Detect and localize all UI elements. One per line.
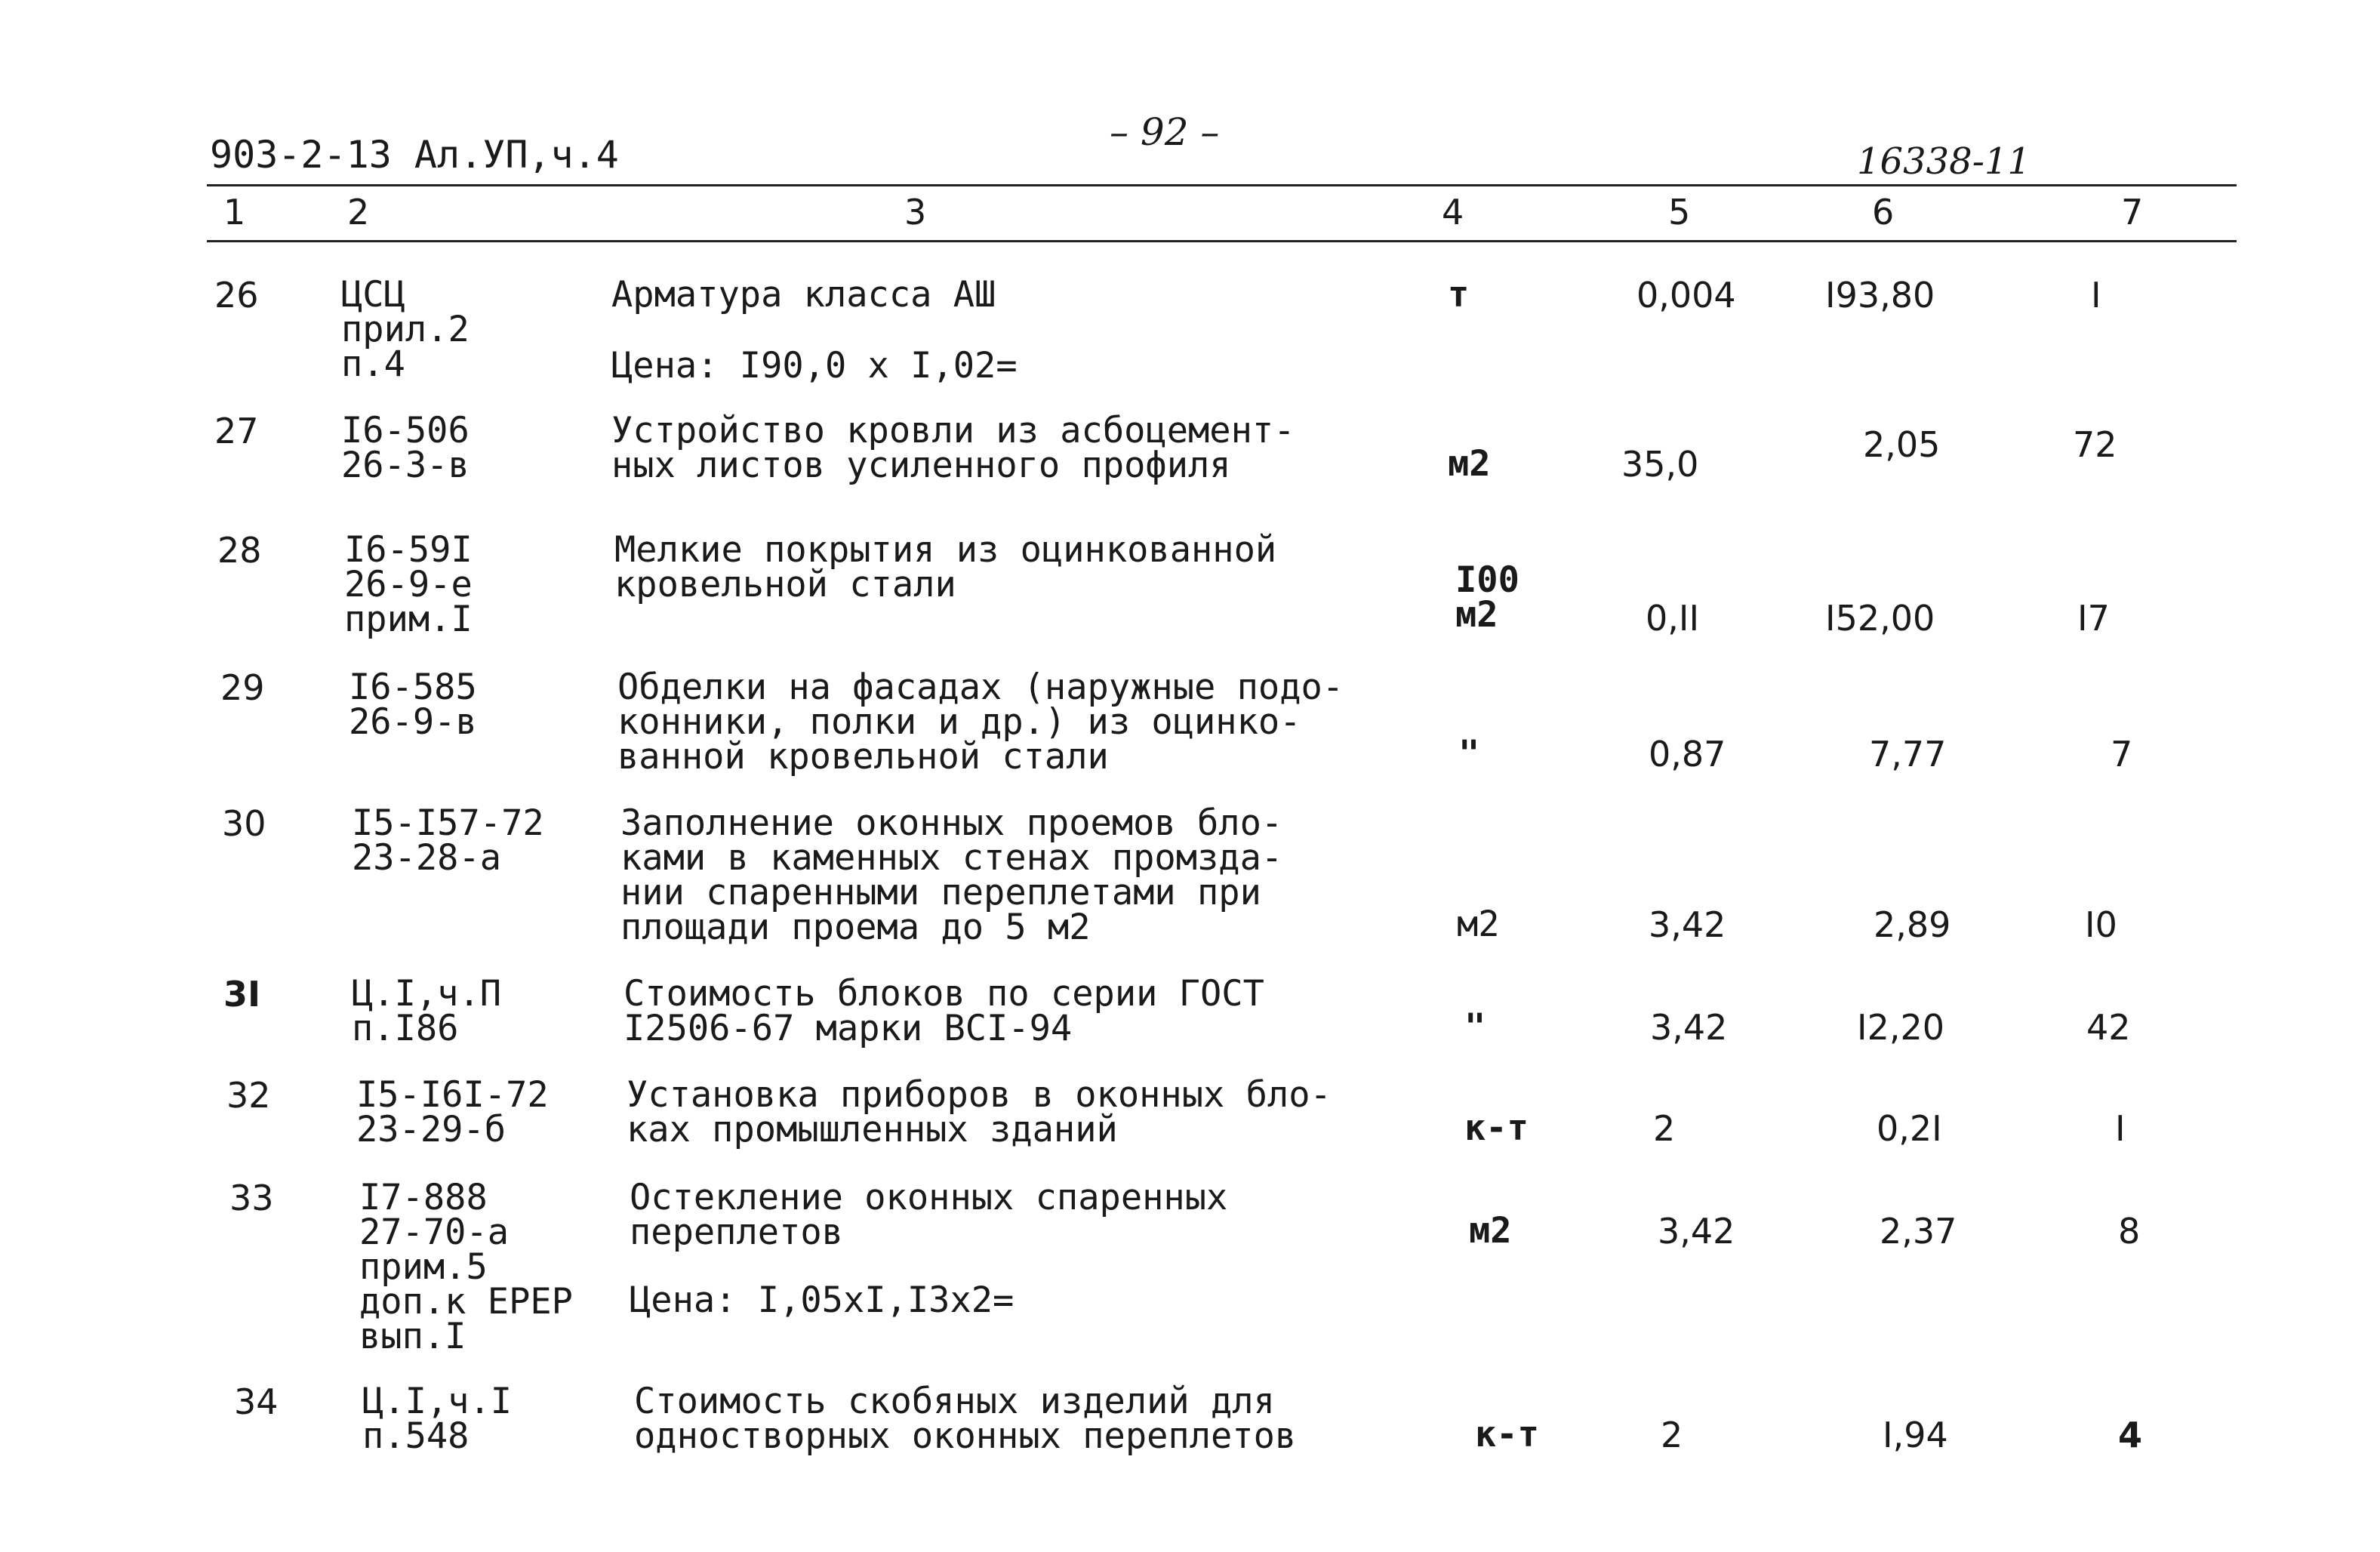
- row-unit-price: 2,05: [1863, 424, 1941, 465]
- col-header-2: 2: [347, 192, 370, 232]
- row-unit: м2: [1448, 443, 1491, 485]
- row-unit: к-т: [1464, 1107, 1529, 1149]
- row-number: 26: [214, 275, 259, 316]
- row-unit: т: [1448, 274, 1470, 316]
- row-total: 4: [2118, 1415, 2143, 1455]
- row-reference: I6-506 26-3-в: [341, 410, 470, 486]
- col-header-6: 6: [1872, 192, 1895, 232]
- document-code: 903-2-13 Ал.УП,ч.4: [210, 133, 619, 177]
- row-unit-price: I,94: [1883, 1415, 1948, 1455]
- row-description: Обделки на фасадах (наружные подо- конники, полки и др.) из оцинко- ванной кровельной стали: [617, 667, 1344, 778]
- header-top-rule: [207, 184, 2237, 186]
- row-quantity: 2: [1653, 1108, 1676, 1149]
- row-reference: I6-585 26-9-в: [349, 667, 477, 743]
- page-number: – 92 –: [1110, 110, 1220, 154]
- row-description: Устройство кровли из асбоцемент- ных листов усиленного профиля: [611, 410, 1295, 486]
- row-description: Мелкие покрытия из оцинкованной кровельной стали: [614, 529, 1277, 605]
- row-description: Арматура класса АШ: [611, 274, 996, 316]
- row-unit-price: I93,80: [1825, 275, 1935, 316]
- row-unit: ": [1464, 1006, 1486, 1048]
- col-header-5: 5: [1668, 192, 1691, 232]
- row-unit-price: 2,37: [1880, 1211, 1957, 1252]
- row-quantity: 0,II: [1646, 598, 1700, 639]
- row-quantity: 0,004: [1636, 275, 1736, 316]
- row-number: 27: [214, 411, 259, 451]
- header-bottom-rule: [207, 240, 2237, 242]
- row-unit: к-т: [1475, 1414, 1539, 1455]
- row-description: Остекление оконных спаренных переплетов: [630, 1177, 1228, 1253]
- row-reference: I5-I6I-72 23-29-б: [356, 1074, 549, 1150]
- row-reference: I5-I57-72 23-28-а: [352, 802, 544, 879]
- row-unit: ": [1458, 733, 1480, 774]
- row-number: 34: [234, 1381, 279, 1422]
- row-unit: м2: [1457, 904, 1500, 945]
- row-number: 30: [222, 803, 266, 844]
- col-header-7: 7: [2121, 192, 2144, 232]
- row-quantity: 2: [1661, 1415, 1683, 1455]
- row-description: Установка приборов в оконных бло- ках промышленных зданий: [627, 1074, 1332, 1150]
- row-quantity: 3,42: [1649, 904, 1726, 945]
- row-reference: ЦСЦ прил.2 п.4: [341, 274, 470, 385]
- row-unit-price: I52,00: [1825, 598, 1935, 639]
- row-unit: I00 м2: [1455, 559, 1519, 636]
- row-quantity: 35,0: [1621, 444, 1699, 485]
- col-header-1: 1: [223, 192, 246, 232]
- row-number: 3I: [223, 974, 261, 1015]
- row-price-note: Цена: I,05xI,I3x2=: [630, 1279, 1015, 1321]
- row-quantity: 0,87: [1649, 734, 1726, 774]
- row-description: Стоимость блоков по серии ГОСТ I2506-67 марки ВСI-94: [623, 973, 1264, 1049]
- row-quantity: 3,42: [1658, 1211, 1735, 1252]
- row-price-note: Цена: I90,0 x I,02=: [611, 345, 1018, 386]
- col-header-3: 3: [904, 192, 927, 232]
- row-total: I7: [2077, 598, 2110, 639]
- row-total: 7: [2111, 734, 2133, 774]
- row-unit-price: I2,20: [1857, 1007, 1944, 1048]
- row-total: 8: [2118, 1211, 2141, 1252]
- row-number: 29: [220, 667, 265, 708]
- inventory-number: 16338-11: [1857, 140, 2031, 183]
- row-unit-price: 7,77: [1869, 734, 1947, 774]
- row-unit-price: 0,2I: [1877, 1108, 1942, 1149]
- row-number: 33: [229, 1178, 274, 1218]
- row-total: 42: [2086, 1007, 2131, 1048]
- row-number: 32: [226, 1075, 271, 1116]
- row-description: Заполнение оконных проемов бло- ками в каменных стенах промзда- нии спаренными переплетами при площади проема до 5 м2: [620, 802, 1283, 948]
- row-description: Стоимость скобяных изделий для одностворных оконных переплетов: [634, 1381, 1297, 1457]
- col-header-4: 4: [1442, 192, 1464, 232]
- row-unit: м2: [1469, 1210, 1512, 1252]
- row-reference: Ц.I,ч.П п.I86: [352, 973, 502, 1049]
- row-quantity: 3,42: [1650, 1007, 1728, 1048]
- row-number: 28: [217, 530, 262, 571]
- row-reference: I7-888 27-70-а прим.5 доп.к ЕРЕР вып.I: [359, 1177, 573, 1357]
- row-unit-price: 2,89: [1874, 904, 1951, 945]
- row-reference: I6-59I 26-9-е прим.I: [344, 529, 473, 640]
- row-total: 72: [2073, 424, 2117, 465]
- row-total: I: [2091, 275, 2101, 316]
- row-reference: Ц.I,ч.I п.548: [362, 1381, 513, 1457]
- row-total: I0: [2085, 904, 2117, 945]
- row-total: I: [2115, 1108, 2126, 1149]
